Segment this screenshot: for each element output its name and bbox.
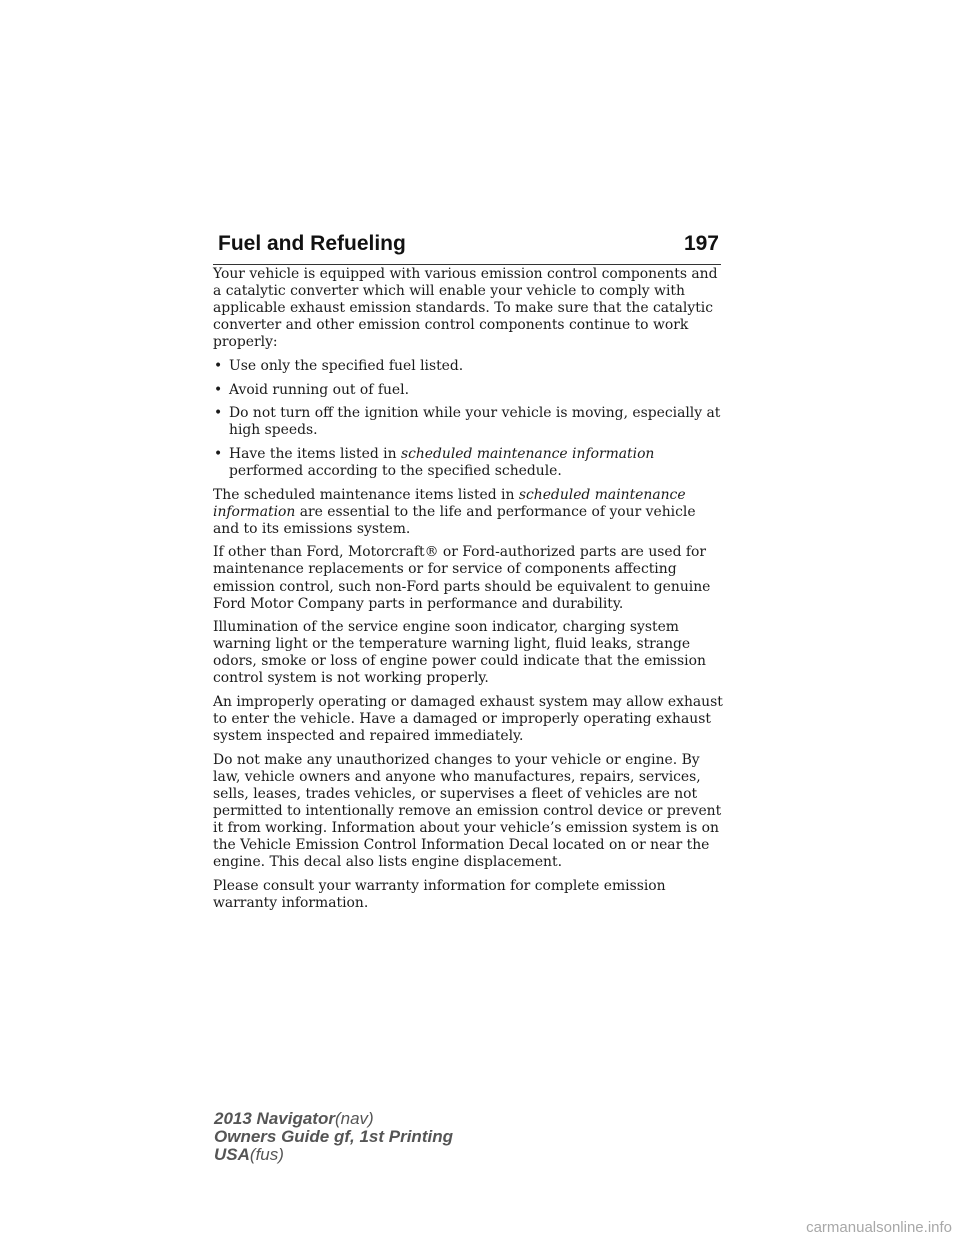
list-item-text-end: performed according to the specified schedule.: [229, 462, 562, 479]
intro-paragraph: Your vehicle is equipped with various emission control components and a catalytic converter which will enable your vehicle to comply with applicable exhaust emission standards. To make sure that the catalytic converter and other emission control components continue to work properly:: [213, 266, 718, 351]
list-item-text: Avoid running out of fuel.: [229, 381, 409, 398]
list-item: [213, 382, 725, 399]
maintenance-text-end: are essential to the life and performance of your vehicle and to its emissions system.: [213, 503, 696, 537]
bullet-icon: •: [214, 445, 223, 462]
maintenance-text-start: The scheduled maintenance items listed in: [213, 486, 519, 503]
document-footer: [214, 1110, 453, 1164]
bullet-icon: •: [214, 405, 223, 422]
page-body: [213, 266, 725, 919]
warranty-paragraph: Please consult your warranty information for complete emission warranty information.: [213, 878, 666, 912]
parts-paragraph: If other than Ford, Motorcraft® or Ford-authorized parts are used for maintenance replacements or for service of components affecting emission control, such non-Ford parts should be equivalent to genuine Ford Motor Company parts in performance and durability.: [213, 544, 711, 612]
section-title: Fuel and Refueling: [218, 232, 406, 255]
page-number: 197: [683, 232, 719, 255]
list-item-text-start: Have the items listed in: [229, 445, 401, 462]
maintenance-reference: scheduled maintenance information: [213, 486, 686, 520]
bullet-icon: •: [214, 381, 223, 398]
list-item: [213, 446, 725, 480]
exhaust-paragraph: An improperly operating or damaged exhaust system may allow exhaust to enter the vehicle. Have a damaged or improperly operating exhaust system inspected and repaired immediately.: [213, 694, 723, 745]
list-item-reference: scheduled maintenance information: [400, 445, 655, 462]
list-item-text: Do not turn off the ignition while your vehicle is moving, especially at high speeds.: [229, 405, 721, 439]
footer-market-code: (fus): [249, 1145, 284, 1164]
list-item: [213, 405, 725, 439]
footer-printing: Owners Guide gf, 1st Printing: [214, 1127, 453, 1146]
footer-market: USA: [214, 1145, 250, 1164]
page-header: [213, 228, 721, 265]
footer-line: [214, 1146, 453, 1164]
bullet-list: [213, 358, 725, 480]
footer-model-code: (nav): [334, 1109, 374, 1128]
list-item: [213, 358, 725, 375]
list-item-text: Use only the specified fuel listed.: [229, 357, 464, 374]
maintenance-paragraph: [213, 487, 725, 538]
bullet-icon: •: [214, 357, 223, 374]
modifications-paragraph: Do not make any unauthorized changes to your vehicle or engine. By law, vehicle owners and anyone who manufactures, repairs, services, sells, leases, trades vehicles, or supervises a fleet of vehicles are not permitted to intentionally remove an emission control device or prevent it from working. Information about your vehicle’s emission system is on the Vehicle Emission Control Information Decal located on or near the engine. This decal also lists engine displacement.: [213, 751, 722, 871]
footer-line: [214, 1110, 453, 1128]
watermark-text: carmanualsonline.info: [806, 1219, 952, 1236]
footer-model: 2013 Navigator: [214, 1109, 335, 1128]
indicator-paragraph: Illumination of the service engine soon indicator, charging system warning light or the temperature warning light, fluid leaks, strange odors, smoke or loss of engine power could indicate that the emission control system is not working properly.: [213, 619, 706, 687]
